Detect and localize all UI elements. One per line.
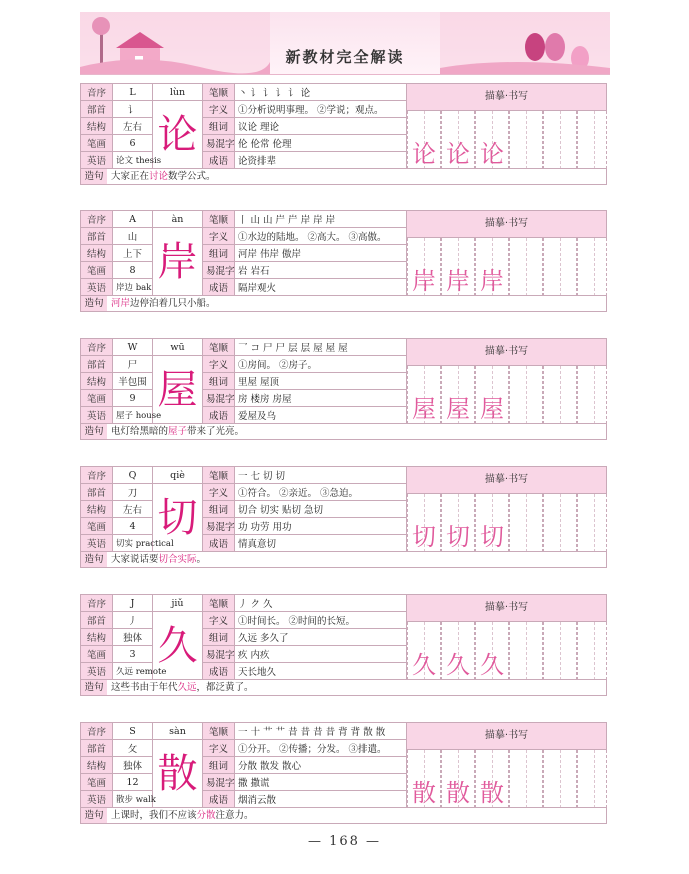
trace-character: 论 xyxy=(480,140,504,168)
stroke-order: 一 十 艹 艹 昔 昔 昔 昔 背 背 散 散 xyxy=(235,723,407,740)
big-character: 岸 xyxy=(157,238,198,285)
label-strokes: 笔画 xyxy=(81,518,113,535)
sentence-suffix: 注意力。 xyxy=(215,810,254,821)
character-card xyxy=(80,210,607,316)
meaning: ①房间。 ②房子。 xyxy=(235,356,407,373)
structure: 半包围 xyxy=(113,373,153,390)
label-words: 组词 xyxy=(203,501,235,518)
trace-character: 散 xyxy=(480,779,504,807)
words: 河岸 伟岸 傲岸 xyxy=(235,245,407,262)
practice-grid xyxy=(407,366,607,424)
label-pinyin-index: 音序 xyxy=(81,211,113,228)
practice-cell xyxy=(543,494,577,552)
strokes: 8 xyxy=(113,262,153,279)
label-meaning: 字义 xyxy=(203,101,235,118)
label-english: 英语 xyxy=(81,535,113,552)
practice-area xyxy=(407,338,607,424)
sentence-suffix: 。 xyxy=(196,554,207,565)
practice-cell xyxy=(577,750,607,808)
label-radical: 部首 xyxy=(81,612,113,629)
practice-cell xyxy=(543,750,577,808)
label-confusable: 易混字 xyxy=(203,646,235,663)
practice-area xyxy=(407,466,607,552)
practice-cell xyxy=(509,622,543,680)
structure: 上下 xyxy=(113,245,153,262)
trace-character: 屋 xyxy=(412,395,436,423)
label-structure: 结构 xyxy=(81,757,113,774)
label-sentence: 造句 xyxy=(81,424,107,439)
pinyin: qiè xyxy=(153,467,203,484)
label-meaning: 字义 xyxy=(203,740,235,757)
big-character: 论 xyxy=(157,111,198,158)
pinyin-index: Q xyxy=(113,467,153,484)
practice-area xyxy=(407,210,607,296)
confusable: 疚 内疚 xyxy=(235,646,407,663)
practice-grid xyxy=(407,494,607,552)
practice-cell xyxy=(577,111,607,169)
radical: 讠 xyxy=(113,101,153,118)
english: 论文 thesis xyxy=(113,152,153,169)
label-idiom: 成语 xyxy=(203,407,235,424)
sentence-highlight: 分散 xyxy=(196,810,216,821)
sentence-highlight: 屋子 xyxy=(168,426,188,437)
pinyin-index: L xyxy=(113,84,153,101)
english: 屋子 house xyxy=(113,407,153,424)
big-character-cell xyxy=(153,740,203,808)
big-character-cell xyxy=(153,228,203,296)
label-pinyin-index: 音序 xyxy=(81,467,113,484)
practice-label: 描摹·书写 xyxy=(407,84,607,111)
label-idiom: 成语 xyxy=(203,279,235,296)
label-sentence: 造句 xyxy=(81,169,107,184)
practice-cell xyxy=(509,366,543,424)
radical: 山 xyxy=(113,228,153,245)
pinyin: lùn xyxy=(153,84,203,101)
character-info-table xyxy=(80,210,407,296)
meaning: ①时间长。 ②时间的长短。 xyxy=(235,612,407,629)
label-sentence: 造句 xyxy=(81,296,107,311)
idiom: 爱屋及乌 xyxy=(235,407,407,424)
stroke-order: 丿 ク 久 xyxy=(235,595,407,612)
label-meaning: 字义 xyxy=(203,612,235,629)
practice-cell xyxy=(577,238,607,296)
practice-cell xyxy=(577,366,607,424)
label-stroke-order: 笔顺 xyxy=(203,211,235,228)
big-character: 久 xyxy=(157,622,198,669)
label-pinyin-index: 音序 xyxy=(81,723,113,740)
strokes: 3 xyxy=(113,646,153,663)
example-sentence xyxy=(107,810,254,821)
label-english: 英语 xyxy=(81,152,113,169)
english: 切实 practical xyxy=(113,535,153,552)
practice-cell xyxy=(543,111,577,169)
label-english: 英语 xyxy=(81,407,113,424)
example-sentence xyxy=(107,298,216,309)
confusable: 撒 撒谎 xyxy=(235,774,407,791)
practice-label: 描摹·书写 xyxy=(407,723,607,750)
confusable: 房 楼房 房屋 xyxy=(235,390,407,407)
label-stroke-order: 笔顺 xyxy=(203,339,235,356)
label-meaning: 字义 xyxy=(203,484,235,501)
confusable: 岩 岩石 xyxy=(235,262,407,279)
character-card xyxy=(80,466,607,572)
label-stroke-order: 笔顺 xyxy=(203,467,235,484)
character-info-table xyxy=(80,338,407,424)
sentence-highlight: 讨论 xyxy=(149,171,169,182)
practice-area xyxy=(407,83,607,169)
sentence-highlight: 切合实际 xyxy=(158,554,197,565)
practice-label: 描摹·书写 xyxy=(407,467,607,494)
words: 切合 切实 贴切 急切 xyxy=(235,501,407,518)
practice-cell xyxy=(543,622,577,680)
confusable: 功 功劳 用功 xyxy=(235,518,407,535)
strokes: 12 xyxy=(113,774,153,791)
practice-grid xyxy=(407,622,607,680)
words: 里屋 屋顶 xyxy=(235,373,407,390)
character-info-table xyxy=(80,83,407,169)
label-meaning: 字义 xyxy=(203,228,235,245)
trace-character: 久 xyxy=(446,651,470,679)
pinyin-index: W xyxy=(113,339,153,356)
trace-character: 久 xyxy=(480,651,504,679)
label-words: 组词 xyxy=(203,118,235,135)
character-card xyxy=(80,338,607,444)
sentence-highlight: 久远 xyxy=(177,682,197,693)
practice-grid xyxy=(407,238,607,296)
sentence-suffix: 边停泊着几只小船。 xyxy=(130,298,216,309)
label-structure: 结构 xyxy=(81,629,113,646)
practice-grid xyxy=(407,111,607,169)
radical: 攵 xyxy=(113,740,153,757)
label-confusable: 易混字 xyxy=(203,518,235,535)
label-english: 英语 xyxy=(81,791,113,808)
example-sentence xyxy=(107,171,216,182)
trace-character: 散 xyxy=(446,779,470,807)
label-confusable: 易混字 xyxy=(203,262,235,279)
english: 久远 remote xyxy=(113,663,153,680)
trace-character: 切 xyxy=(412,523,436,551)
words: 久远 多久了 xyxy=(235,629,407,646)
idiom: 论资排辈 xyxy=(235,152,407,169)
big-character: 屋 xyxy=(157,366,198,413)
sentence-prefix: 大家正在 xyxy=(111,171,150,182)
label-meaning: 字义 xyxy=(203,356,235,373)
label-strokes: 笔画 xyxy=(81,774,113,791)
label-stroke-order: 笔顺 xyxy=(203,595,235,612)
sentence-prefix: 电灯给黑暗的 xyxy=(111,426,169,437)
label-words: 组词 xyxy=(203,245,235,262)
strokes: 4 xyxy=(113,518,153,535)
practice-grid xyxy=(407,750,607,808)
example-sentence-row xyxy=(80,295,607,312)
label-idiom: 成语 xyxy=(203,152,235,169)
sentence-suffix: 数学公式。 xyxy=(168,171,216,182)
trace-character: 岸 xyxy=(412,267,436,295)
stroke-order: 一 七 切 切 xyxy=(235,467,407,484)
structure: 左右 xyxy=(113,501,153,518)
pinyin: jiǔ xyxy=(153,595,203,612)
label-radical: 部首 xyxy=(81,101,113,118)
structure: 独体 xyxy=(113,757,153,774)
structure: 独体 xyxy=(113,629,153,646)
pinyin: sàn xyxy=(153,723,203,740)
pinyin-index: S xyxy=(113,723,153,740)
label-words: 组词 xyxy=(203,373,235,390)
header-banner xyxy=(80,12,610,75)
label-idiom: 成语 xyxy=(203,535,235,552)
big-character: 散 xyxy=(157,750,198,797)
label-idiom: 成语 xyxy=(203,791,235,808)
radical: 刀 xyxy=(113,484,153,501)
label-sentence: 造句 xyxy=(81,552,107,567)
big-character: 切 xyxy=(157,494,198,541)
structure: 左右 xyxy=(113,118,153,135)
label-structure: 结构 xyxy=(81,501,113,518)
sentence-suffix: ，都泛黄了。 xyxy=(196,682,254,693)
example-sentence-row xyxy=(80,423,607,440)
label-pinyin-index: 音序 xyxy=(81,595,113,612)
trace-character: 岸 xyxy=(480,267,504,295)
trace-character: 切 xyxy=(480,523,504,551)
label-stroke-order: 笔顺 xyxy=(203,84,235,101)
practice-area xyxy=(407,594,607,680)
pinyin-index: A xyxy=(113,211,153,228)
practice-cell xyxy=(509,494,543,552)
trace-character: 论 xyxy=(446,140,470,168)
meaning: ①分析说明事理。 ②学说；观点。 xyxy=(235,101,407,118)
meaning: ①符合。 ②亲近。 ③急迫。 xyxy=(235,484,407,501)
label-english: 英语 xyxy=(81,663,113,680)
practice-cell xyxy=(509,238,543,296)
sentence-prefix: 这些书由于年代 xyxy=(111,682,178,693)
stroke-order: 乛 コ 尸 尸 层 层 屋 屋 屋 xyxy=(235,339,407,356)
english: 岸边 bak xyxy=(113,279,153,296)
idiom: 隔岸观火 xyxy=(235,279,407,296)
idiom: 天长地久 xyxy=(235,663,407,680)
character-info-table xyxy=(80,466,407,552)
practice-cell xyxy=(577,622,607,680)
meaning: ①分开。 ②传播；分发。 ③排遣。 xyxy=(235,740,407,757)
label-words: 组词 xyxy=(203,757,235,774)
practice-cell xyxy=(543,238,577,296)
label-english: 英语 xyxy=(81,279,113,296)
trace-character: 久 xyxy=(412,651,436,679)
label-strokes: 笔画 xyxy=(81,135,113,152)
label-radical: 部首 xyxy=(81,484,113,501)
trace-character: 论 xyxy=(412,140,436,168)
label-confusable: 易混字 xyxy=(203,135,235,152)
label-radical: 部首 xyxy=(81,740,113,757)
example-sentence-row xyxy=(80,807,607,824)
character-info-table xyxy=(80,594,407,680)
character-card xyxy=(80,594,607,700)
example-sentence xyxy=(107,554,206,565)
label-radical: 部首 xyxy=(81,356,113,373)
character-card xyxy=(80,722,607,828)
example-sentence-row xyxy=(80,551,607,568)
label-stroke-order: 笔顺 xyxy=(203,723,235,740)
sentence-highlight: 河岸 xyxy=(111,298,131,309)
strokes: 6 xyxy=(113,135,153,152)
radical: 丿 xyxy=(113,612,153,629)
practice-area xyxy=(407,722,607,808)
example-sentence-row xyxy=(80,168,607,185)
confusable: 伦 伦常 伦理 xyxy=(235,135,407,152)
trace-character: 切 xyxy=(446,523,470,551)
label-confusable: 易混字 xyxy=(203,774,235,791)
label-strokes: 笔画 xyxy=(81,646,113,663)
label-structure: 结构 xyxy=(81,373,113,390)
label-sentence: 造句 xyxy=(81,680,107,695)
english: 散步 walk xyxy=(113,791,153,808)
label-radical: 部首 xyxy=(81,228,113,245)
strokes: 9 xyxy=(113,390,153,407)
example-sentence xyxy=(107,682,254,693)
label-confusable: 易混字 xyxy=(203,390,235,407)
practice-label: 描摹·书写 xyxy=(407,339,607,366)
words: 议论 理论 xyxy=(235,118,407,135)
page-title: 新教材完全解读 xyxy=(285,48,405,66)
trace-character: 屋 xyxy=(480,395,504,423)
example-sentence-row xyxy=(80,679,607,696)
practice-label: 描摹·书写 xyxy=(407,211,607,238)
idiom: 烟消云散 xyxy=(235,791,407,808)
character-info-table xyxy=(80,722,407,808)
label-idiom: 成语 xyxy=(203,663,235,680)
sentence-prefix: 大家说话要 xyxy=(111,554,159,565)
trace-character: 散 xyxy=(412,779,436,807)
page-number: — 168 — xyxy=(307,834,382,849)
example-sentence xyxy=(107,426,244,437)
idiom: 情真意切 xyxy=(235,535,407,552)
stroke-order: 丶 讠 讠 讠 讠 论 xyxy=(235,84,407,101)
sentence-prefix: 上课时，我们不应该 xyxy=(111,810,197,821)
words: 分散 散发 散心 xyxy=(235,757,407,774)
pinyin: wū xyxy=(153,339,203,356)
sentence-suffix: 带来了光亮。 xyxy=(187,426,245,437)
practice-cell xyxy=(509,750,543,808)
label-structure: 结构 xyxy=(81,245,113,262)
trace-character: 岸 xyxy=(446,267,470,295)
label-strokes: 笔画 xyxy=(81,390,113,407)
practice-cell xyxy=(509,111,543,169)
stroke-order: 丨 山 山 屵 屵 岸 岸 岸 xyxy=(235,211,407,228)
pinyin-index: J xyxy=(113,595,153,612)
meaning: ①水边的陆地。 ②高大。 ③高傲。 xyxy=(235,228,407,245)
practice-cell xyxy=(577,494,607,552)
label-strokes: 笔画 xyxy=(81,262,113,279)
trace-character: 屋 xyxy=(446,395,470,423)
practice-cell xyxy=(543,366,577,424)
label-pinyin-index: 音序 xyxy=(81,339,113,356)
label-structure: 结构 xyxy=(81,118,113,135)
radical: 尸 xyxy=(113,356,153,373)
label-sentence: 造句 xyxy=(81,808,107,823)
label-pinyin-index: 音序 xyxy=(81,84,113,101)
practice-label: 描摹·书写 xyxy=(407,595,607,622)
label-words: 组词 xyxy=(203,629,235,646)
pinyin: àn xyxy=(153,211,203,228)
character-card xyxy=(80,83,607,189)
